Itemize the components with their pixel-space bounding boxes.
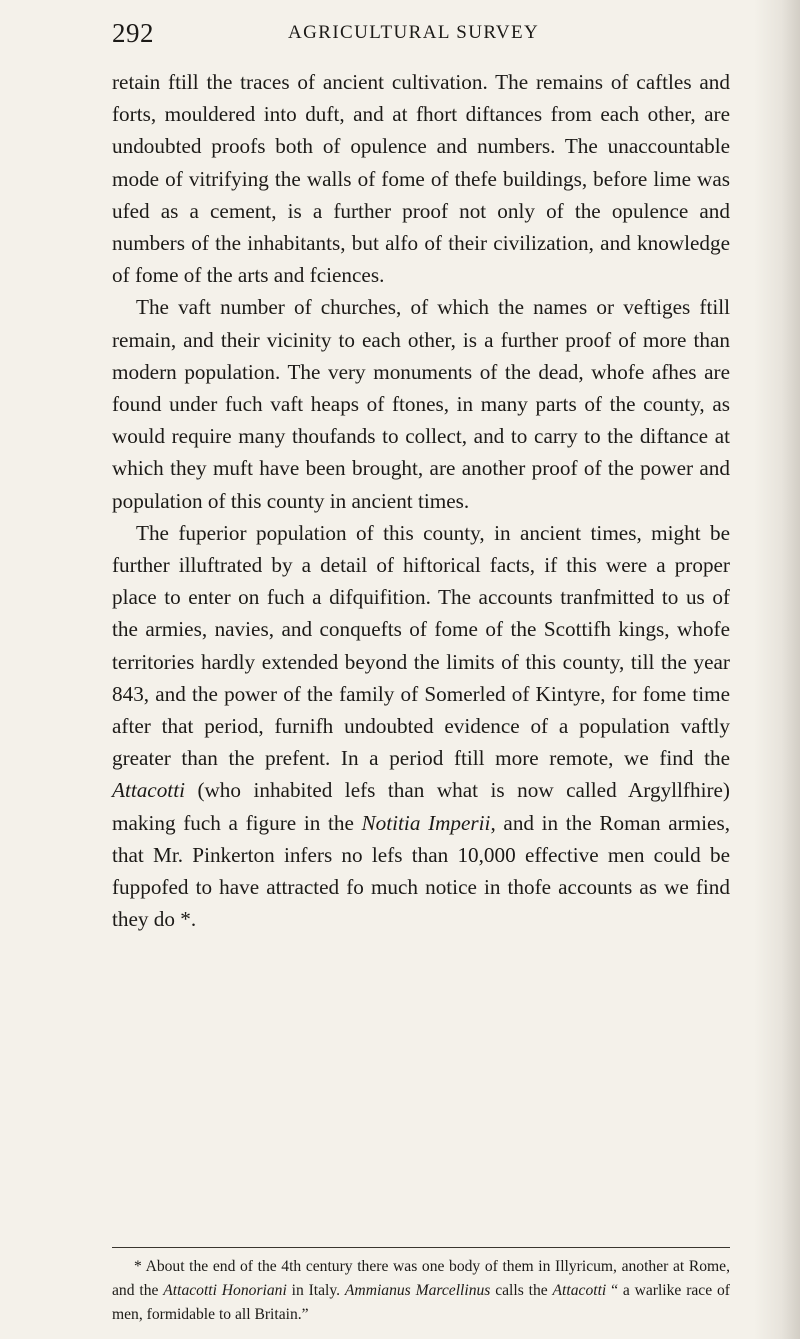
text-run: The fuperior population of this county, in ancient times, might be further illuftrated by a detail of hiftorical facts, if this were a proper place to enter on fuch a difquifition. The accounts tranfmitted to us of the armies, navies, and conquefts of fome of the Scottifh kings, whofe territories hardly extended beyond the limits of this county, till the year 843, and the power of the family of Somerled of Kintyre, for fome time after that period, furnifh undoubted evidence of a population vaftly greater than the prefent. In a period ftill more remote, we find the (112, 520, 730, 771)
page-header (112, 18, 732, 58)
footnote-italic-run: Attacotti (552, 1282, 607, 1299)
italic-run: Notitia Imperii (361, 810, 491, 835)
page-edge-shadow (754, 0, 800, 1339)
footnote-run: * About the end of the 4th century there was one body of them in Illyricum, another at Rome, and the (112, 1258, 730, 1299)
text-run: , and in the Roman armies, that Mr. Pinkerton infers no lefs than 10,000 effective men could be fuppofed to have attracted fo much notice in thofe accounts as we find they do *. (112, 810, 730, 932)
running-head: AGRICULTURAL SURVEY (288, 22, 540, 43)
footnote-run: in Italy. (286, 1282, 345, 1299)
footnote-rule (112, 1247, 730, 1248)
footnote-italic-run: Ammianus Marcellinus (344, 1282, 491, 1299)
footnote-run: calls the (490, 1282, 553, 1299)
footnote (112, 1255, 730, 1327)
page-number: 292 (112, 18, 154, 48)
paragraph-castles (112, 66, 730, 291)
footnote-italic-run: Attacotti Honoriani (163, 1282, 287, 1299)
italic-run: Attacotti (112, 778, 185, 803)
text-run: (who inhabited lefs than what is now called Argyllfhire) making fuch a figure in the (112, 778, 730, 835)
paragraph-population (112, 517, 730, 936)
footnote-run: “ a warlike race of men, formidable to all Britain.” (112, 1282, 730, 1323)
paragraph-churches (112, 291, 730, 516)
text-run: retain ftill the traces of ancient cultivation. The remains of caftles and forts, mouldered into duft, and at fhort diftances from each other, are undoubted proofs both of opulence and numbers. The unaccountable mode of vitrifying the walls of fome of thefe buildings, before lime was ufed as a cement, is a further proof not only of the opulence and numbers of the inhabitants, but alfo of their civilization, and knowledge of fome of the arts and fciences. (112, 70, 730, 288)
body-text (112, 66, 730, 935)
text-run: The vaft number of churches, of which the names or veftiges ftill remain, and their vicinity to each other, is a further proof of more than modern population. The very monuments of the dead, whofe afhes are found under fuch vaft heaps of ftones, in many parts of the county, as would require many thoufands to collect, and to carry to the diftance at which they muft have been brought, are another proof of the power and population of this county in ancient times. (112, 295, 730, 513)
